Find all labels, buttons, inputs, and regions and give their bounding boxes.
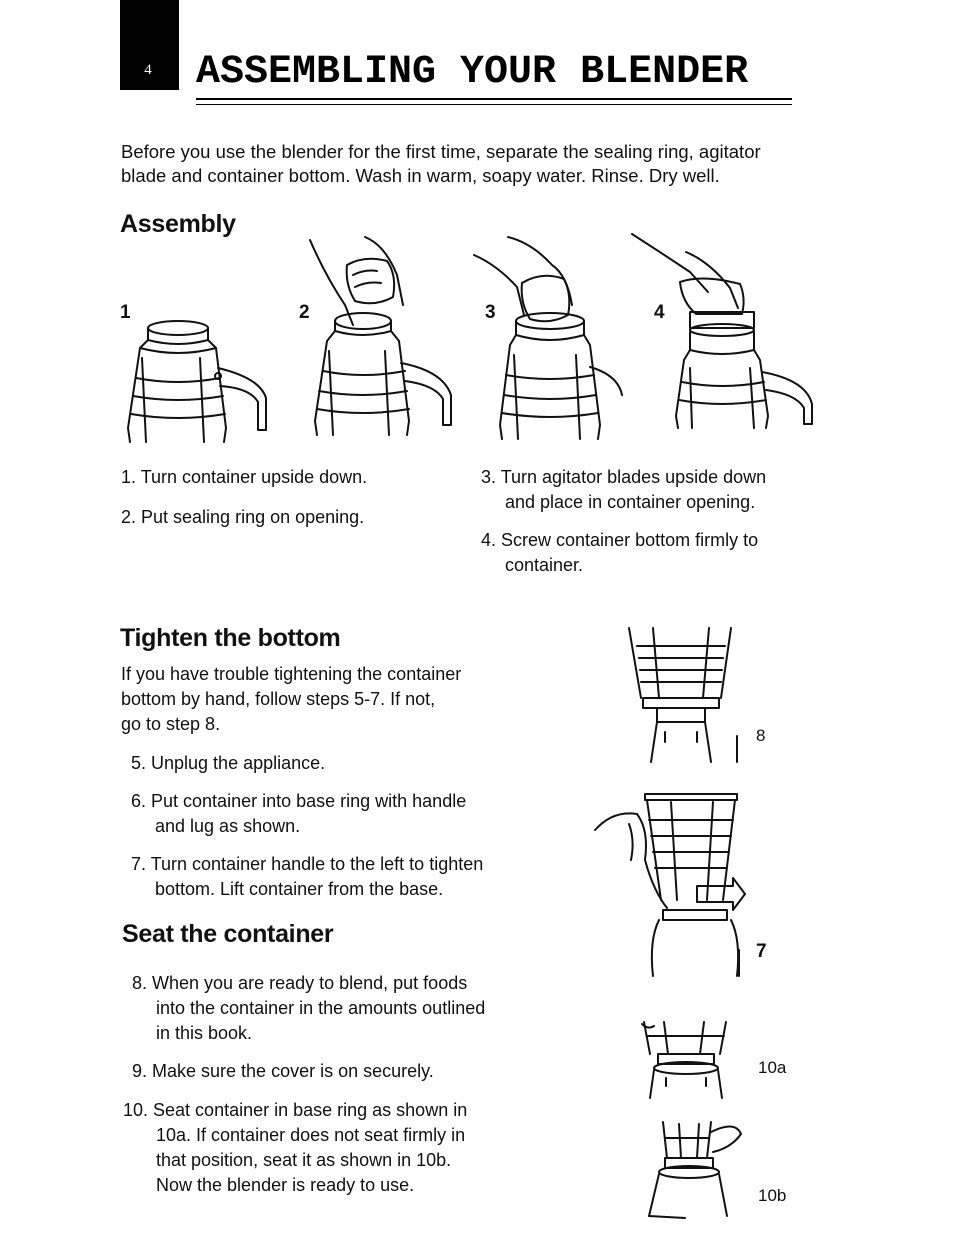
- tighten-step-7-line-1: 7. Turn container handle to the left to tighten: [131, 854, 484, 874]
- figure-4-label: 4: [654, 302, 665, 323]
- figure-8-label: 8: [756, 726, 766, 745]
- figure-2-label: 2: [299, 302, 310, 323]
- intro-paragraph: Before you use the blender for the first time, separate the sealing ring, agitator blade and container bottom. Wash in warm, soapy water. Rinse. Dry well.: [121, 141, 761, 186]
- figure-3-illustration: [472, 235, 622, 450]
- figure-3-label: 3: [485, 302, 496, 323]
- title-underline-thin: [196, 104, 792, 105]
- figure-7-label: 7: [756, 941, 767, 962]
- tighten-step-5: 5. Unplug the appliance.: [131, 753, 326, 773]
- seat-step-10: [123, 1098, 467, 1198]
- seat-heading: Seat the container: [122, 920, 334, 948]
- title-underline: [196, 98, 792, 100]
- figure-1-label: 1: [120, 302, 131, 323]
- assembly-step-3-line-1: 3. Turn agitator blades upside down: [481, 467, 767, 487]
- figure-10b-label: 10b: [758, 1186, 787, 1205]
- tighten-step-7: [131, 852, 483, 902]
- seat-step-8-line-3: in this book.: [156, 1023, 253, 1043]
- figure-7-illustration: [593, 790, 753, 980]
- tighten-intro: [121, 662, 501, 737]
- assembly-step-3-line-2: and place in container opening.: [505, 492, 756, 512]
- seat-step-9: 9. Make sure the cover is on securely.: [132, 1061, 434, 1081]
- figure-10a-illustration: [640, 1018, 735, 1103]
- assembly-step-4: [481, 528, 758, 578]
- assembly-step-3: [481, 465, 766, 515]
- assembly-step-1: 1. Turn container upside down.: [121, 467, 368, 487]
- tighten-intro-line-1: If you have trouble tightening the container: [121, 664, 462, 684]
- seat-step-10-line-2: 10a. If container does not seat firmly in: [156, 1125, 466, 1145]
- assembly-step-4-line-1: 4. Screw container bottom firmly to: [481, 530, 759, 550]
- seat-step-8-line-2: into the container in the amounts outlined: [156, 998, 486, 1018]
- tighten-step-6-line-2: and lug as shown.: [155, 816, 301, 836]
- page-number: 4: [144, 62, 152, 78]
- page-title: ASSEMBLING YOUR BLENDER: [196, 50, 749, 95]
- figure-8-illustration: [625, 626, 745, 766]
- assembly-heading: Assembly: [120, 210, 236, 238]
- tighten-heading: Tighten the bottom: [120, 624, 341, 652]
- tighten-step-7-line-2: bottom. Lift container from the base.: [155, 879, 444, 899]
- figure-1-illustration: [120, 318, 270, 446]
- figure-10b-illustration: [645, 1118, 745, 1222]
- figure-2-illustration: [305, 235, 460, 450]
- tighten-step-6: [131, 789, 466, 839]
- tighten-intro-line-3: go to step 8.: [121, 714, 221, 734]
- tighten-step-6-line-1: 6. Put container into base ring with handle: [131, 791, 467, 811]
- seat-step-10-line-1: 10. Seat container in base ring as shown in: [123, 1100, 468, 1120]
- assembly-step-2: 2. Put sealing ring on opening.: [121, 507, 365, 527]
- figure-10a-label: 10a: [758, 1058, 787, 1077]
- seat-step-8-line-1: 8. When you are ready to blend, put foods: [132, 973, 468, 993]
- seat-step-10-line-4: Now the blender is ready to use.: [156, 1175, 415, 1195]
- seat-step-8: [132, 971, 485, 1046]
- seat-step-10-line-3: that position, seat it as shown in 10b.: [156, 1150, 452, 1170]
- assembly-step-4-line-2: container.: [505, 555, 584, 575]
- tighten-intro-line-2: bottom by hand, follow steps 5-7. If not,: [121, 689, 436, 709]
- figure-4-illustration: [630, 232, 820, 432]
